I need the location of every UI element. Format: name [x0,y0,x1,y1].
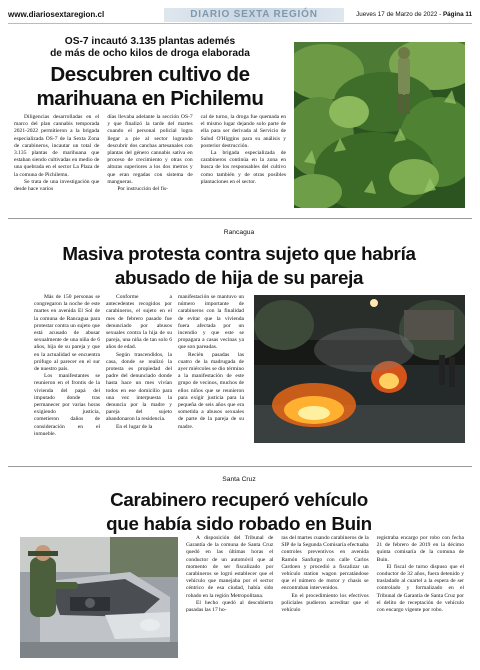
photo-car-inspection-image [20,537,178,658]
paragraph: Más de 150 personas se congregaron la noche de este martes en avenida El Sol de la comuna de Rancagua para protestar contra un sujeto que está acusado de abusar sexualmente de una niña de 6 años, hija de su pareja y que en la actualidad se encuentra prófugo al parecer en el sur de nuestro país. [34,294,100,373]
photo-car-inspection [20,537,178,658]
paragraph: Conforme a antecedentes recogidos por carabineros, el sujeto en el mes de febrero pasado fue denunciado por abusos sexuales contra la hija de su pareja, una niña de tan solo 6 años de edad. [106,294,172,351]
paragraph: En el lugar de la [116,423,153,430]
text-column [14,114,99,244]
website-url[interactable]: www.diariosextaregion.cl [8,10,105,19]
photo-marihuana-field [294,42,465,208]
paragraph: Según trascendidos, la casa, donde se realizó la protesta es propiedad del padre del denunciado donde hasta hace un mes vivían todos en ese domicilio para una vez interpuesta la denuncia por la madre y pareja del sujeto abandonaron la residencia. [106,351,172,423]
paragraph: ras del martes cuando carabineros de la SIP de la Segunda Comisaría efectuaba controles preventivos en avenida Ramón Sanfurgo con calle Carlos Cardoen y procedió a fiscalizar un vehículo station wagon percatándose que el número de motor y chasis se encontraban intervenidos. [281,535,369,592]
paragraph: manifestación se mantuvo un número importante de carabineros con la finalidad de evitar que la vivienda fuera afectada por un incendio y que este se propagara a casas vecinas ya que son pareadas. [178,294,244,351]
paragraph: El fiscal de turno dispuso que el conductor de 32 años, fuera detenido y trasladado al cuartel a la espera de ser controlado y formalizado en el Tribunal de Garantía de Santa Cruz por el delito de receptación de vehículo con encargo vigente por robo. [376,563,464,614]
newspaper-brand: DIARIO SEXTA REGIÓN [164,8,344,22]
kicker-line: OS-7 incautó 3.135 plantas ademés [64,36,236,47]
text-column [106,294,172,474]
article-body [186,535,464,665]
headline-line: Descubren cultivo de [50,63,250,86]
date-text: Jueves 17 de Marzo de 2022 [356,11,438,18]
text-column [201,114,286,244]
photo-marihuana-field-image [294,42,465,208]
section-label: Rancagua [223,229,255,236]
headline-line: que había sido robado en Buin [106,513,372,534]
paragraph: cal de turno, la droga fue quemada en el mismo lugar dejando solo parte de ella para ser derivada al Servicio de Salud O'Higgins para su análisis y posterior destrucción. [200,114,286,149]
article-body [34,294,244,474]
paragraph: Recién pasadas las cuatro de la madrugada de ayer miércoles se dio término a la manifestación de este grupo de vecinos, muchos de ellos niños que se reunieron para exigir justicia para la pequeña de seis años que era sometida a abusos sexuales de parte de la pareja de su madre. [178,351,244,430]
headline-line: Carabinero recuperó vehículo [110,489,368,510]
paragraph: Los manifestantes se reunieron en el frontis de la vivienda del papá del imputado donde tras permanecer por varias horas exigiendo justicia, cometieron daños de consideración en el inmueble. [34,373,100,437]
paragraph: Por instrucción del fis- [117,186,169,193]
masthead [8,6,472,24]
paragraph: Diligencias desarrolladas en el marco del plan cannabis temporada 2021-2022 permitieron a la brigada especializada OS-7 de la Sexta Zona de carabineros, incautar un total de 3.135 plantas de marihuana que estaban siendo cultivadas en medio de una quebrada en el sector La Plaza de la comuna de Pichilemu. [14,114,100,178]
article-headline [14,242,464,290]
section-divider [8,466,472,467]
headline-line: marihuana en Pichilemu [36,87,264,110]
page-number: Página 11 [442,11,472,18]
photo-protest-fire [254,295,465,443]
paragraph: registraba encargo por robo con fecha 21 de febrero de 2019 en la décimo quinta comisaría de la comuna de Buin. [376,535,464,563]
paragraph: A disposición del Tribunal de Garantía de la comuna de Santa Cruz quedó en las últimas horas el conductor de un automóvil que al momento de ser fiscalizado por carabineros se logró establecer que el vehículo que manejaba por el sector céntrico de esa ciudad, había sido robado en la región Metropolitana. [186,535,274,599]
section-label: Santa Cruz [222,476,256,483]
photo-protest-fire-image [254,295,465,443]
headline-line: abusado de hija de su pareja [114,267,364,288]
article-headline [14,63,286,111]
text-column [178,294,244,474]
text-column [281,535,368,665]
headline-line: Masiva protesta contra sujeto que habría [62,243,416,264]
section-divider [8,218,472,219]
text-column [107,114,192,244]
text-column [34,294,100,474]
article-body [14,114,286,244]
paragraph: días llevaba adelante la sección OS-7 y que finalizó la tarde del martes cuando el personal policial logra llegar a pie al sector logrando descubrir dos canchas artesanales con plantas del género cannabis sativa en proceso de crecimiento y otras con alturas superiores a los dos metros y que eran regadas con sistema de mangueras. [107,114,193,185]
paragraph: Se trata de una investigación que desde hace varios [14,178,100,193]
paragraph: En el procedimiento los efectivos policiales pudieron acreditar que el vehículo [281,592,369,614]
article-kicker [14,36,286,60]
text-column [186,535,273,665]
paragraph: La brigada especializada de carabineros continúa en la zona en busca de los responsables del cultivo como también y de otras posibles plantaciones en el sector. [200,150,286,185]
article-headline [14,488,464,536]
text-column [377,535,464,665]
paragraph: El hecho quedó al descubierto pasadas las 17 ho- [186,599,274,614]
kicker-line: de más de ocho kilos de droga elaborada [50,48,250,59]
issue-date: Jueves 17 de Marzo de 2022 - Página 11 [356,11,472,18]
